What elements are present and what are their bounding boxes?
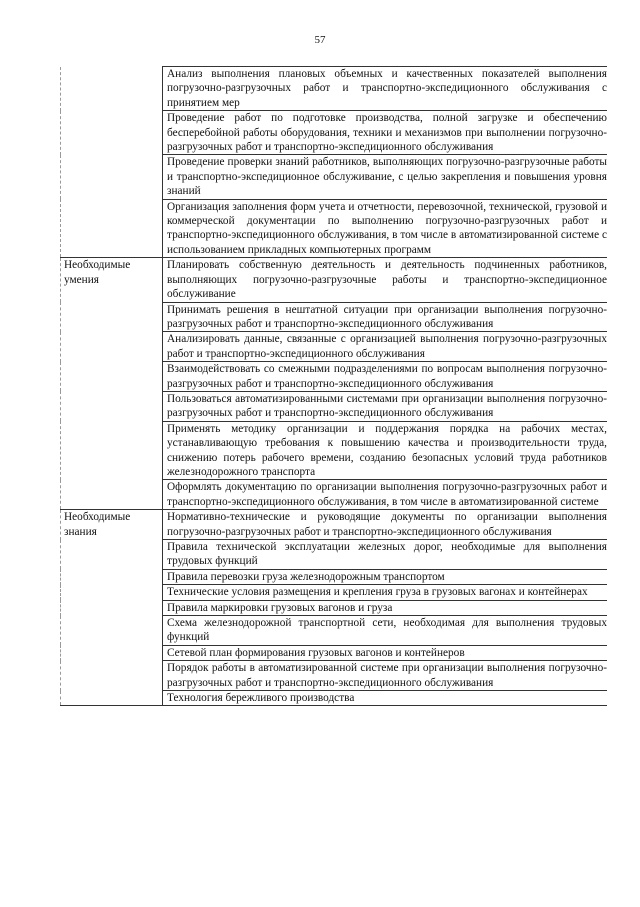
row-label: [61, 661, 163, 691]
row-label: [61, 362, 163, 392]
row-text: Пользоваться автоматизированными системами при организации выполнения погрузочно-разгрузочных работ и транспортно-экспедиционного обслуживания: [163, 391, 608, 421]
row-label: [61, 421, 163, 480]
table-row: [61, 645, 608, 660]
row-text: Оформлять документацию по организации выполнения погрузочно-разгрузочных работ и транспортно-экспедиционного обслуживания, в том числе в автоматизированной системе: [163, 480, 608, 510]
table-row: [61, 691, 608, 706]
row-label: Необходимые знания: [61, 510, 163, 540]
row-text: Порядок работы в автоматизированной системе при организации выполнения погрузочно-разгрузочных работ и транспортно-экспедиционного обслуживания: [163, 661, 608, 691]
row-label: [61, 600, 163, 615]
row-text: Правила перевозки груза железнодорожным транспортом: [163, 569, 608, 584]
row-label: [61, 691, 163, 706]
row-text: Организация заполнения форм учета и отчетности, перевозочной, технической, грузовой и коммерческой документации по выполнению погрузочно-разгрузочных работ и транспортно-экспедиционного обслуживания, в том числе в автоматизированной системе с использованием прикладных компьютерных программ: [163, 199, 608, 258]
row-label: [61, 569, 163, 584]
table-row: [61, 67, 608, 111]
row-text: Анализ выполнения плановых объемных и качественных показателей выполнения погрузочно-разгрузочных работ и транспортно-экспедиционного обслуживания с принятием мер: [163, 67, 608, 111]
table-row: [61, 480, 608, 510]
table-row: [61, 421, 608, 480]
row-label: [61, 111, 163, 155]
table-row: [61, 391, 608, 421]
row-text: Принимать решения в нештатной ситуации при организации выполнения погрузочно-разгрузочных работ и транспортно-экспедиционного обслуживания: [163, 302, 608, 332]
table-row: [61, 332, 608, 362]
row-text: Планировать собственную деятельность и деятельность подчиненных работников, выполняющих погрузочно-разгрузочные работы и транспортно-экспедиционное обслуживание: [163, 258, 608, 302]
table-row: [61, 569, 608, 584]
table-row: [61, 510, 608, 540]
table-row: [61, 302, 608, 332]
row-text: Сетевой план формирования грузовых вагонов и контейнеров: [163, 645, 608, 660]
row-label: [61, 616, 163, 646]
row-text: Взаимодействовать со смежными подразделениями по вопросам выполнения погрузочно-разгрузочных работ и транспортно-экспедиционного обслуживания: [163, 362, 608, 392]
table-row: [61, 258, 608, 302]
row-text: Технические условия размещения и крепления груза в грузовых вагонах и контейнерах: [163, 585, 608, 600]
row-text: Проведение работ по подготовке производства, полной загрузке и обеспечению бесперебойной работы оборудования, техники и механизмов при выполнении погрузочно-разгрузочных работ и транспортно-экспедиционного обслуживания: [163, 111, 608, 155]
row-text: Анализировать данные, связанные с организацией выполнения погрузочно-разгрузочных работ и транспортно-экспедиционного обслуживания: [163, 332, 608, 362]
table-row: [61, 540, 608, 570]
page-number: 57: [314, 34, 326, 46]
row-label: Необходимые умения: [61, 258, 163, 302]
table-row: [61, 111, 608, 155]
table-row: [61, 616, 608, 646]
row-label: [61, 540, 163, 570]
row-label: [61, 585, 163, 600]
row-label: [61, 391, 163, 421]
row-text: Нормативно-технические и руководящие документы по организации выполнения погрузочно-разгрузочных работ и транспортно-экспедиционного обслуживания: [163, 510, 608, 540]
row-label: [61, 480, 163, 510]
row-label: [61, 302, 163, 332]
table-row: [61, 155, 608, 199]
row-text: Правила маркировки грузовых вагонов и груза: [163, 600, 608, 615]
row-label: [61, 199, 163, 258]
table-row: [61, 600, 608, 615]
requirements-table-body: [61, 67, 608, 706]
table-row: [61, 661, 608, 691]
row-text: Технология бережливого производства: [163, 691, 608, 706]
table-row: [61, 362, 608, 392]
row-text: Правила технической эксплуатации железных дорог, необходимые для выполнения трудовых функций: [163, 540, 608, 570]
requirements-table: [60, 66, 607, 706]
row-label: [61, 332, 163, 362]
row-text: Применять методику организации и поддержания порядка на рабочих местах, устанавливающую требования к повышению качества и производительности труда, снижению потерь рабочего времени, созданию безопасных условий труда работников железнодорожного транспорта: [163, 421, 608, 480]
row-label: [61, 645, 163, 660]
row-label: [61, 67, 163, 111]
table-row: [61, 585, 608, 600]
row-label: [61, 155, 163, 199]
table-row: [61, 199, 608, 258]
row-text: Схема железнодорожной транспортной сети, необходимая для выполнения трудовых функций: [163, 616, 608, 646]
row-text: Проведение проверки знаний работников, выполняющих погрузочно-разгрузочные работы и транспортно-экспедиционное обслуживание, с целью закрепления и повышения уровня знаний: [163, 155, 608, 199]
